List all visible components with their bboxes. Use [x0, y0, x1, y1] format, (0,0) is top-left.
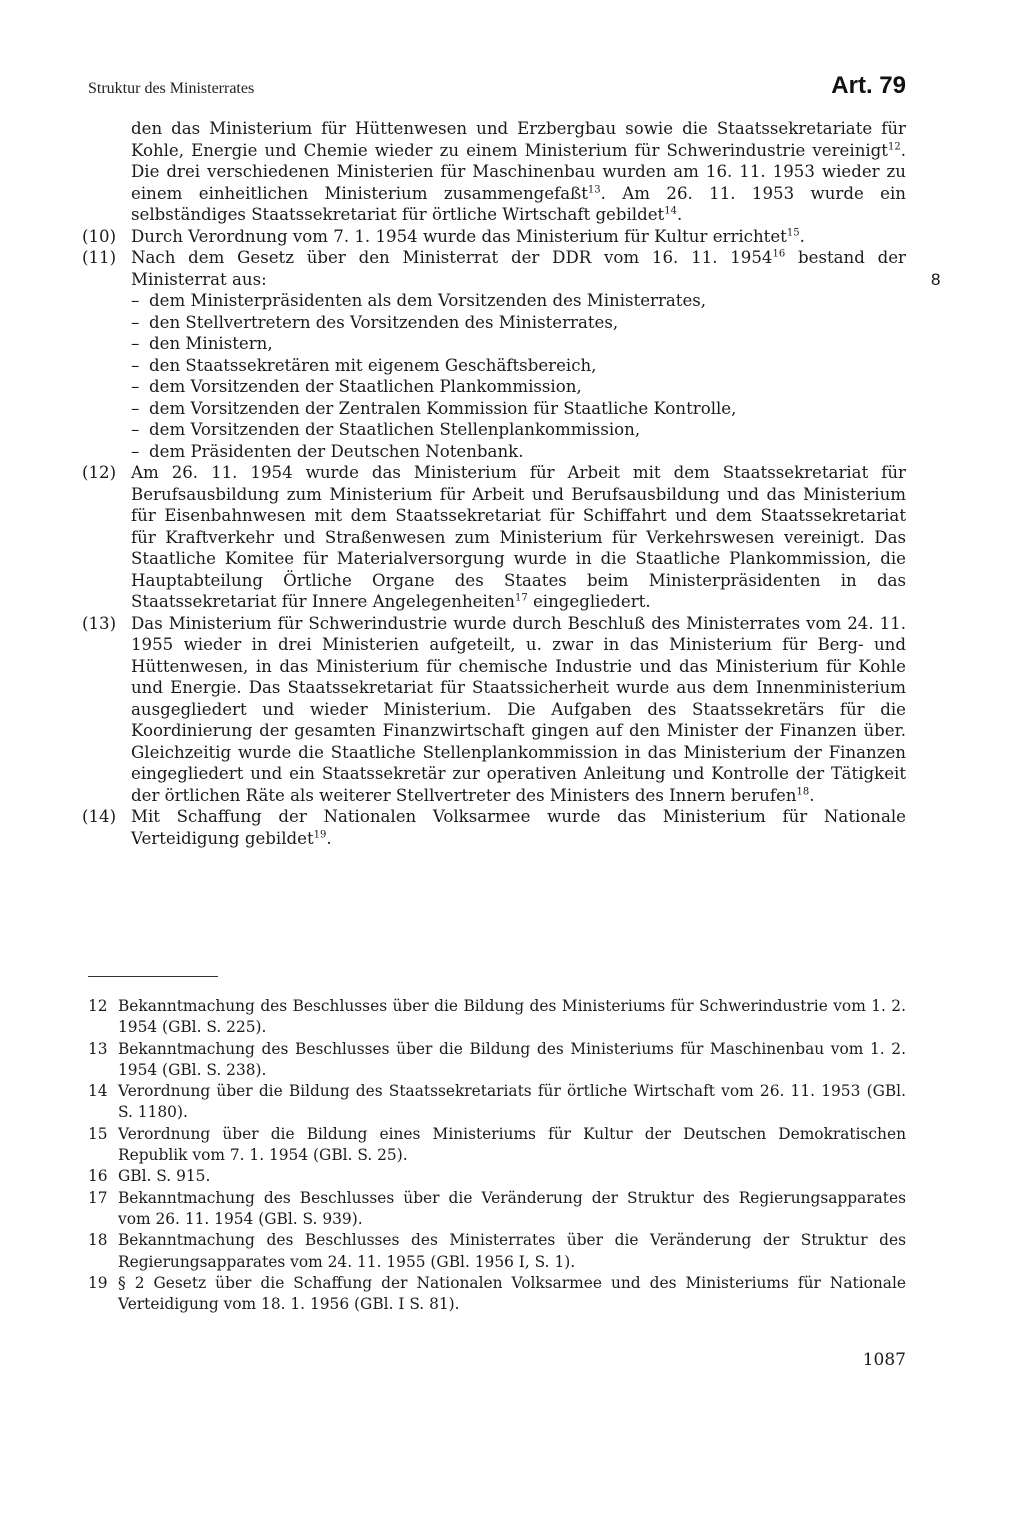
- footnote-ref: 12: [887, 140, 901, 152]
- article-number: Art. 79: [831, 72, 906, 99]
- paragraph-text: [131, 247, 906, 290]
- footnote: [88, 996, 906, 1039]
- footnote-number: 16: [88, 1167, 108, 1186]
- paragraph-text: [131, 226, 906, 248]
- paragraph-text-run: eingegliedert.: [527, 592, 651, 611]
- footnote-number: 19: [88, 1273, 108, 1292]
- paragraph-number: (13): [82, 613, 117, 633]
- footnote-text: Bekanntmachung des Beschlusses über die Veränderung der Struktur des Regierungsapparates vom 26. 11. 1954 (GBl. S. 939).: [118, 1188, 906, 1228]
- intro-text: . Am 26. 11. 1953 wurde ein selbständiges Staatssekretariat für örtliche Wirtschaft gebildet: [131, 183, 906, 224]
- intro-text: .: [676, 205, 683, 224]
- list-item-text: den Ministern,: [149, 334, 273, 353]
- footnote-divider: [88, 976, 218, 977]
- paragraph-text-run: Am 26. 11. 1954 wurde das Ministerium für Arbeit mit dem Staatssekretariat für Berufsausbildung zum Ministerium für Arbeit und Berufsausbildung und das Ministerium für Eisenbahnwesen mit dem Staatssekretariat für Schiffahrt und dem Staatssekretariat für Kraftverkehr und Straßenwesen zum Ministerium für Verkehrswesen vereinigt. Das Staatliche Komitee für Materialversorgung wurde in die Staatliche Plankommission, die Hauptabteilung Örtliche Organe des Staates beim Ministerpräsidenten in das Staatssekretariat für Innere Angelegenheiten: [131, 463, 906, 611]
- member-list: [82, 290, 906, 462]
- footnote-ref: 18: [796, 785, 810, 797]
- dash-bullet: –: [131, 377, 140, 396]
- footnote-number: 12: [88, 997, 108, 1015]
- footnote-ref: 14: [664, 205, 677, 217]
- footnote-number: 14: [88, 1082, 108, 1101]
- dash-bullet: –: [131, 355, 140, 375]
- paragraph-text-run: Nach dem Gesetz über den Ministerrat der DDR vom 16. 11. 1954: [131, 248, 773, 267]
- list-item-text: dem Vorsitzenden der Staatlichen Stellenplankommission,: [149, 420, 641, 439]
- list-item: [131, 333, 906, 355]
- paragraph-text-run: .: [326, 828, 332, 848]
- paragraph-text-run: bestand der Ministerrat aus:: [131, 248, 906, 289]
- footnotes: [88, 996, 906, 1315]
- list-item-text: den Staatssekretären mit eigenem Geschäftsbereich,: [149, 355, 597, 375]
- footnote-ref: 16: [772, 248, 786, 260]
- dash-bullet: –: [131, 291, 140, 310]
- paragraph-number: (10): [82, 226, 117, 246]
- paragraph-number: (12): [82, 463, 117, 482]
- intro-text: . Die drei verschiedenen Ministerien für Maschinenbau wurden am 16. 11. 1953 wieder zu einem einheitlichen Ministerium zusammengefaßt: [131, 140, 906, 203]
- paragraph-text: [131, 462, 906, 613]
- paragraph-text-run: .: [799, 226, 805, 246]
- paragraph-text: [131, 613, 906, 807]
- footnote-text: Bekanntmachung des Beschlusses des Ministerrates über die Veränderung der Struktur des Regierungsapparates vom 24. 11. 1955 (GBl. 1956 I, S. 1).: [118, 1231, 906, 1271]
- intro-text: den das Ministerium für Hüttenwesen und Erzbergbau sowie die Staatssekretariate für Kohle, Energie und Chemie wieder zu einem Ministerium für Schwerindustrie vereinigt: [131, 119, 906, 160]
- list-item: [131, 355, 906, 377]
- page-number: 1087: [862, 1350, 906, 1370]
- list-item: [131, 290, 906, 312]
- list-item-text: den Stellvertretern des Vorsitzenden des Ministerrates,: [149, 312, 619, 332]
- footnote: [88, 1166, 906, 1187]
- footnote-text: Bekanntmachung des Beschlusses über die Bildung des Ministeriums für Maschinenbau vom 1. 2. 1954 (GBl. S. 238).: [118, 1039, 906, 1079]
- footnote-text: GBl. S. 915.: [118, 1167, 211, 1186]
- paragraph-text-run: Mit Schaffung der Nationalen Volksarmee wurde das Ministerium für Nationale Verteidigung gebildet: [131, 807, 906, 848]
- footnote-number: 17: [88, 1188, 108, 1207]
- footnote-number: 13: [88, 1039, 108, 1058]
- footnote-text: Verordnung über die Bildung eines Ministeriums für Kultur der Deutschen Demokratischen Republik vom 7. 1. 1954 (GBl. S. 25).: [118, 1124, 906, 1165]
- paragraph-14: [82, 806, 906, 849]
- body-text: [82, 118, 906, 849]
- dash-bullet: –: [131, 420, 140, 439]
- list-item-text: dem Präsidenten der Deutschen Notenbank.: [149, 441, 524, 461]
- footnote-ref: 19: [313, 828, 327, 840]
- footnote-ref: 13: [587, 183, 601, 195]
- list-item-text: dem Vorsitzenden der Zentralen Kommission für Staatliche Kontrolle,: [149, 398, 737, 418]
- list-item-text: dem Vorsitzenden der Staatlichen Plankommission,: [149, 377, 582, 396]
- paragraph-10: [82, 226, 906, 248]
- list-item: [131, 398, 906, 420]
- paragraph-11: [82, 247, 906, 290]
- paragraph-number: (14): [82, 807, 117, 826]
- footnote: [88, 1273, 906, 1316]
- paragraph-text-run: Durch Verordnung vom 7. 1. 1954 wurde das Ministerium für Kultur errichtet: [131, 226, 787, 246]
- list-item: [131, 376, 906, 398]
- dash-bullet: –: [131, 312, 140, 332]
- footnote: [88, 1188, 906, 1231]
- margin-number: 8: [931, 270, 941, 289]
- dash-bullet: –: [131, 398, 140, 418]
- footnote: [88, 1081, 906, 1124]
- paragraph-text-run: Das Ministerium für Schwerindustrie wurde durch Beschluß des Ministerrates vom 24. 11. 1955 wieder in drei Ministerien aufgeteilt, u. zwar in das Ministerium für Berg- und Hüttenwesen, in das Ministerium für chemische Industrie und das Ministerium für Kohle und Energie. Das Staatssekretariat für Staatssicherheit wurde aus dem Innenministerium ausgegliedert und wieder Ministerium. Die Aufgaben des Staatssekretärs für die Koordinierung der gesamten Finanzwirtschaft gingen auf den Minister der Finanzen über. Gleichzeitig wurde die Staatliche Stellenplankommission in das Ministerium der Finanzen eingegliedert und ein Staatssekretär zur operativen Anleitung und Kontrolle der Tätigkeit der örtlichen Räte als weiterer Stellvertreter des Ministers des Innern berufen: [131, 613, 906, 805]
- footnote: [88, 1124, 906, 1167]
- paragraph-text-run: .: [809, 785, 815, 805]
- dash-bullet: –: [131, 334, 140, 353]
- footnote-text: Verordnung über die Bildung des Staatssekretariats für örtliche Wirtschaft vom 26. 11. 1953 (GBl. S. 1180).: [118, 1082, 906, 1122]
- running-title: Struktur des Ministerrates: [88, 80, 255, 97]
- paragraph-12: [82, 462, 906, 613]
- list-item: [131, 441, 906, 463]
- footnote: [88, 1039, 906, 1082]
- footnote-ref: 17: [514, 592, 528, 604]
- footnote-text: § 2 Gesetz über die Schaffung der Nationalen Volksarmee und des Ministeriums für Nationale Verteidigung vom 18. 1. 1956 (GBl. I S. 81).: [118, 1273, 906, 1314]
- dash-bullet: –: [131, 441, 140, 461]
- footnote: [88, 1230, 906, 1273]
- footnote-text: Bekanntmachung des Beschlusses über die Bildung des Ministeriums für Schwerindustrie vom 1. 2. 1954 (GBl. S. 225).: [118, 997, 906, 1037]
- list-item-text: dem Ministerpräsidenten als dem Vorsitzenden des Ministerrates,: [149, 291, 707, 310]
- list-item: [131, 312, 906, 334]
- list-item: [131, 419, 906, 441]
- paragraph-13: [82, 613, 906, 807]
- footnote-number: 18: [88, 1231, 108, 1250]
- footnote-ref: 15: [786, 226, 800, 238]
- intro-paragraph: [82, 118, 906, 226]
- paragraph-number: (11): [82, 248, 117, 267]
- paragraph-text: [131, 806, 906, 849]
- footnote-number: 15: [88, 1124, 108, 1143]
